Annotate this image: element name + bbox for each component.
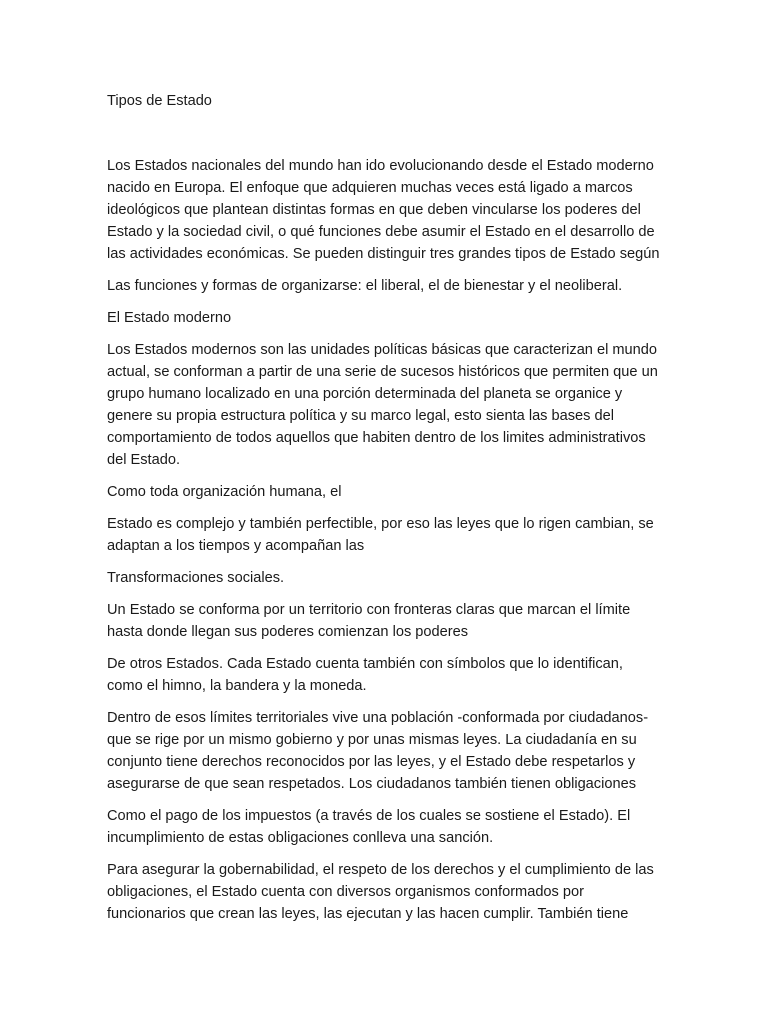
paragraph-territorio: Un Estado se conforma por un territorio con fronteras claras que marcan el límite hasta donde llegan sus poderes comienzan los poderes [107, 602, 631, 640]
paragraph-estados-modernos: Los Estados modernos son las unidades políticas básicas que caracterizan el mundo actual, se conforman a partir de una serie de sucesos históricos que permiten que un grupo humano localizado en una porción determinada del planeta se organice y genere su propia estructura política y su marco legal, esto sienta las bases del comportamiento de todos aquellos que habiten dentro de los limites administrativos del Estado. [107, 342, 658, 468]
paragraph-functions: Las funciones y formas de organizarse: el liberal, el de bienestar y el neoliberal. [107, 278, 623, 294]
paragraph-poblacion: Dentro de esos límites territoriales vive una población -conformada por ciudadanos- que se rige por un mismo gobierno y por unas mismas leyes. La ciudadanía en su conjunto tiene derechos reconocidos por las leyes, y el Estado debe respetarlos y asegurarse de que sean respetados. Los ciudadanos también tienen obligaciones [107, 710, 649, 792]
paragraph-transformaciones: Transformaciones sociales. [107, 570, 285, 586]
document-title: Tipos de Estado [107, 93, 212, 109]
paragraph-estado-complejo: Estado es complejo y también perfectible, por eso las leyes que lo rigen cambian, se adaptan a los tiempos y acompañan las [107, 516, 654, 554]
section-heading-estado-moderno: El Estado moderno [107, 310, 232, 326]
paragraph-organizacion-humana: Como toda organización humana, el [107, 484, 342, 500]
paragraph-simbolos: De otros Estados. Cada Estado cuenta también con símbolos que lo identifican, como el himno, la bandera y la moneda. [107, 656, 623, 694]
paragraph-intro: Los Estados nacionales del mundo han ido evolucionando desde el Estado moderno nacido en Europa. El enfoque que adquieren muchas veces está ligado a marcos ideológicos que plantean distintas formas en que deben vincularse los poderes del Estado y la sociedad civil, o qué funciones debe asumir el Estado en el desarrollo de las actividades económicas. Se pueden distinguir tres grandes tipos de Estado según [107, 158, 660, 262]
paragraph-gobernabilidad: Para asegurar la gobernabilidad, el respeto de los derechos y el cumplimiento de las obligaciones, el Estado cuenta con diversos organismos conformados por funcionarios que crean las leyes, las ejecutan y las hacen cumplir. También tiene [107, 862, 654, 922]
paragraph-impuestos: Como el pago de los impuestos (a través de los cuales se sostiene el Estado). El incumplimiento de estas obligaciones conlleva una sanción. [107, 808, 631, 846]
